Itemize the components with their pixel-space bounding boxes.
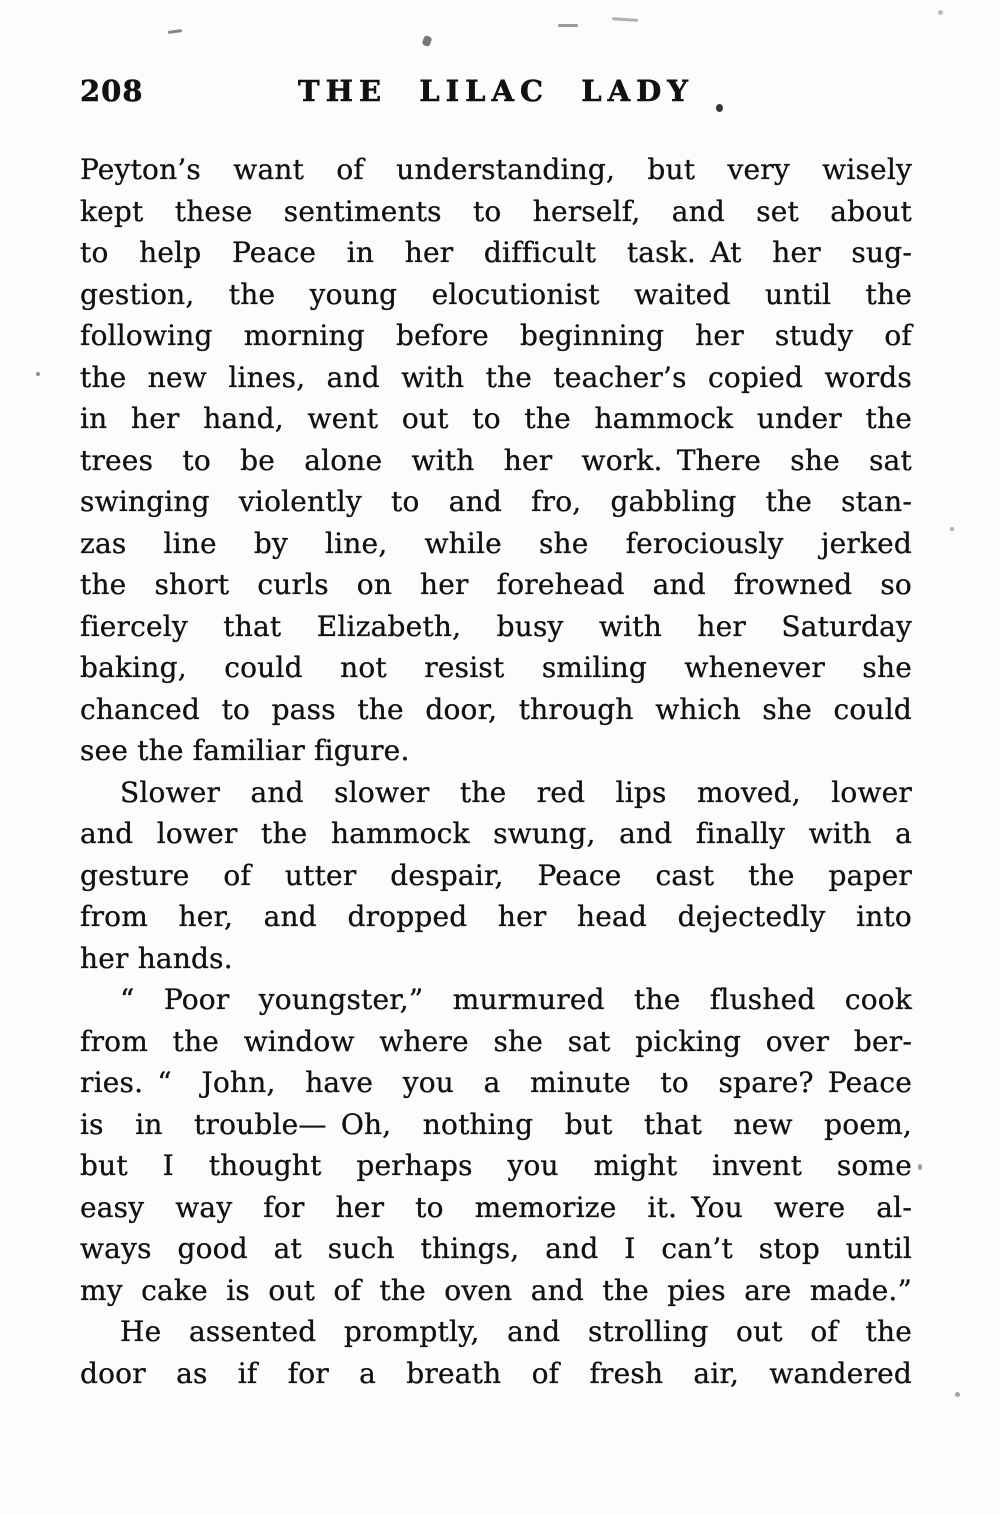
text-line: fiercely that Elizabeth, busy with her Saturday	[80, 609, 912, 643]
text-line: He assented promptly, and strolling out of the	[120, 1315, 912, 1348]
page-number: 208	[80, 74, 144, 108]
text-line: Slower and slower the red lips moved, lower	[120, 775, 912, 809]
text-line: is in trouble— Oh, nothing but that new poem,	[80, 1107, 912, 1141]
text-line: from her, and dropped her head dejectedly into	[80, 900, 912, 933]
text-line: Peyton’s want of understanding, but very wisely	[80, 153, 912, 186]
text-line: the short curls on her forehead and frowned so	[80, 568, 912, 601]
text-line: her hands.	[80, 941, 233, 975]
page-body	[80, 149, 912, 1394]
text-line: zas line by line, while she ferociously jerked	[80, 526, 912, 560]
text-line: door as if for a breath of fresh air, wandered	[80, 1356, 912, 1390]
scan-speck	[558, 24, 578, 27]
scan-speck	[36, 372, 40, 376]
text-line: my cake is out of the oven and the pies are made.”	[80, 1273, 912, 1307]
text-line: “ Poor youngster,” murmured the flushed cook	[120, 983, 912, 1016]
text-line: ries. “ John, have you a minute to spare? Peace	[80, 1066, 912, 1099]
text-line: trees to be alone with her work. There she sat	[80, 443, 912, 477]
scan-speck	[938, 10, 943, 15]
text-line: gestion, the young elocutionist waited until the	[80, 277, 912, 311]
text-line: in her hand, went out to the hammock under the	[80, 402, 912, 435]
scan-speck	[955, 1392, 960, 1397]
text-line: but I thought perhaps you might invent some	[80, 1149, 912, 1182]
text-line: and lower the hammock swung, and finally with a	[80, 817, 912, 850]
text-line: kept these sentiments to herself, and set about	[80, 194, 912, 228]
scan-speck	[950, 527, 954, 531]
text-line: following morning before beginning her study of	[80, 319, 912, 352]
scan-speck	[422, 35, 433, 47]
running-title: THE LILAC LADY	[298, 74, 694, 108]
text-line: swinging violently to and fro, gabbling the stan-	[80, 485, 912, 518]
text-line: gesture of utter despair, Peace cast the paper	[80, 858, 912, 892]
text-line: from the window where she sat picking over ber-	[80, 1024, 912, 1058]
text-line: easy way for her to memorize it. You were al-	[80, 1190, 912, 1224]
text-line: baking, could not resist smiling whenever she	[80, 651, 912, 684]
text-line: chanced to pass the door, through which she could	[80, 692, 912, 726]
text-line: to help Peace in her difficult task. At her sug-	[80, 236, 912, 269]
scan-speck	[918, 1164, 922, 1170]
text-line: see the familiar figure.	[80, 734, 410, 767]
text-line: the new lines, and with the teacher’s copied words	[80, 360, 912, 394]
text-line: ways good at such things, and I can’t stop until	[80, 1232, 912, 1265]
scan-speck	[612, 17, 638, 22]
scan-speck	[168, 29, 182, 34]
page-header	[80, 74, 912, 108]
